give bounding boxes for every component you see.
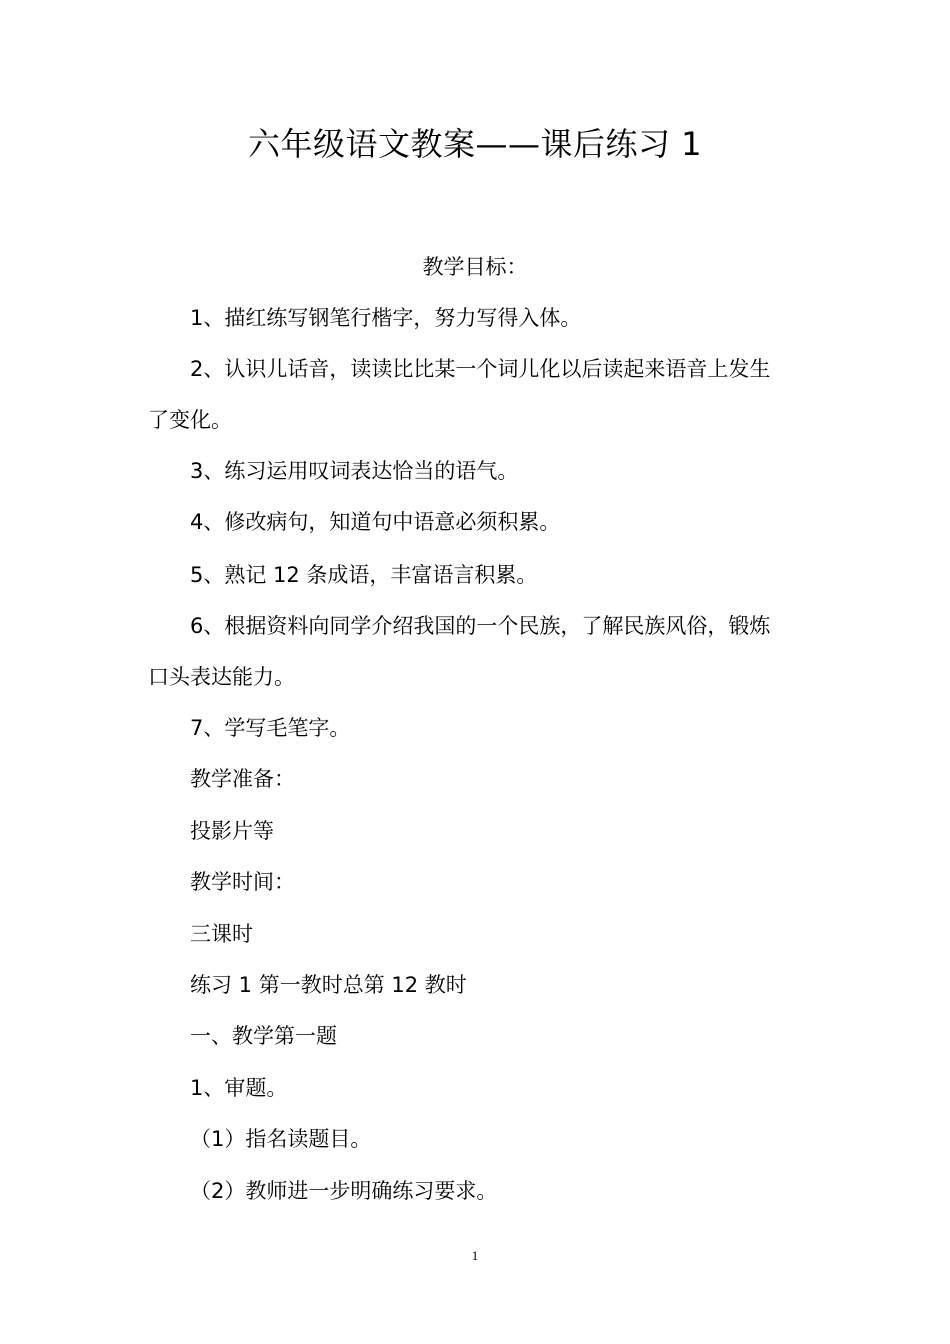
section-heading-time: 教学时间：	[190, 870, 295, 894]
objective-2-continued: 了变化。	[148, 408, 232, 432]
section-heading-objectives: 教学目标：	[422, 255, 528, 279]
objective-6-continued: 口头表达能力。	[148, 665, 295, 689]
objective-6: 6、根据资料向同学介绍我国的一个民族，了解民族风俗，锻炼	[190, 614, 771, 638]
section-heading-preparation: 教学准备：	[190, 767, 295, 791]
lesson-heading: 练习 1 第一教时总第 12 教时	[190, 973, 467, 997]
objective-3: 3、练习运用叹词表达恰当的语气。	[190, 459, 519, 483]
page-number: 1	[471, 1248, 479, 1263]
step-1-sub-2: （2）教师进一步明确练习要求。	[190, 1179, 498, 1203]
objective-7: 7、学写毛笔字。	[190, 716, 351, 740]
objective-1: 1、描红练写钢笔行楷字，努力写得入体。	[190, 306, 582, 330]
time-text: 三课时	[190, 922, 253, 946]
step-1-sub-1: （1）指名读题目。	[190, 1127, 372, 1151]
part-heading: 一、教学第一题	[190, 1024, 337, 1048]
objective-4: 4、修改病句，知道句中语意必须积累。	[190, 510, 561, 534]
objective-5: 5、熟记 12 条成语，丰富语言积累。	[190, 563, 538, 587]
document-title: 六年级语文教案——课后练习 1	[247, 125, 703, 163]
objective-2: 2、认识儿话音，读读比比某一个词儿化以后读起来语音上发生	[190, 357, 771, 381]
preparation-text: 投影片等	[190, 819, 274, 843]
step-1: 1、审题。	[190, 1076, 288, 1100]
